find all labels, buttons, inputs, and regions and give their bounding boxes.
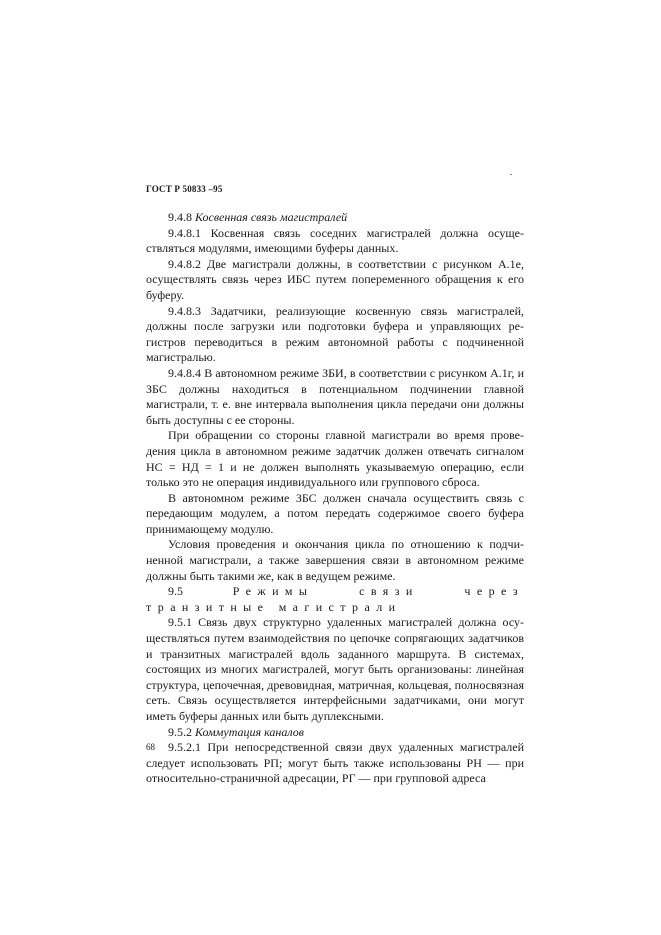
body-text — [146, 210, 524, 787]
paragraph: 9.4.8.1 Косвенная связь соседних магистралей должна осуществляться модулями, имеющими буферы данных. — [146, 225, 524, 256]
paragraph: 9.4.8.2 Две магистрали должны, в соответствии с рисунком А.1е, осуществлять связь через ИБС путем попеременного обращения к его буферу. — [146, 256, 524, 302]
section-title: Косвенная связь магистралей — [195, 210, 348, 224]
section-heading-9-5 — [146, 584, 524, 615]
section-title: Коммутация каналов — [195, 724, 304, 739]
scan-speck — [510, 174, 512, 175]
paragraph: 9.4.8.4 В автономном режиме ЗБИ, в соответствии с рисунком А.1г, и ЗБС должны находиться в потенциальном подчинении главной магистрали, т. е. вне интервала выполнения цикла передачи они должны быть доступны с ее стороны. — [146, 365, 524, 427]
section-heading-9-4-8 — [146, 210, 524, 226]
section-number: 9.4.8 — [168, 210, 192, 224]
paragraph: Условия проведения и окончания цикла по отношению к подчиненной магистрали, а также завершения связи в автономном режиме должны быть такими же, как в ведущем режиме. — [146, 537, 524, 583]
paragraph: 9.5.2.1 При непосредственной связи двух удаленных магистралей следует использовать РП; могут быть также использованы РН — при относительно-страничной адресации, РГ — при групповой адреса — [146, 740, 524, 786]
section-title: Режимы связи через транзитные магистрали — [146, 584, 524, 614]
paragraph: При обращении со стороны главной магистрали во время проведения цикла в автономном режиме задатчик должен отвечать сигналом НС = НД = 1 и не должен выполнять указываемую операцию, если только это не операция индивидуального или группового сброса. — [146, 428, 524, 490]
section-number: 9.5 — [168, 584, 183, 599]
section-number: 9.5.2 — [168, 724, 192, 739]
page-header: ГОСТ Р 50833 –95 — [146, 184, 223, 194]
page-number: 68 — [146, 742, 155, 752]
section-heading-9-5-2 — [146, 725, 524, 741]
paragraph: 9.4.8.3 Задатчики, реализующие косвенную связь магистралей, должны после загрузки или подготовки буфера и управляющих регистров переводиться в режим автономной работы с подчиненной магистралью. — [146, 303, 524, 365]
paragraph: В автономном режиме ЗБС должен сначала осуществить связь с передающим модулем, а потом передать содержимое своего буфера принимающему модулю. — [146, 490, 524, 536]
paragraph: 9.5.1 Связь двух структурно удаленных магистралей должна осуществляться путем взаимодействия по цепочке сопрягающих задатчиков и транзитных магистралей вдоль заданного маршрута. В системах, состоящих из многих магистралей, могут быть организованы: линейная структура, цепочечная, древовидная, матричная, кольцевая, полносвязная сеть. Связь осуществляется интерфейсными задатчиками, они могут иметь буферы данных или быть дуплексными. — [146, 615, 524, 723]
